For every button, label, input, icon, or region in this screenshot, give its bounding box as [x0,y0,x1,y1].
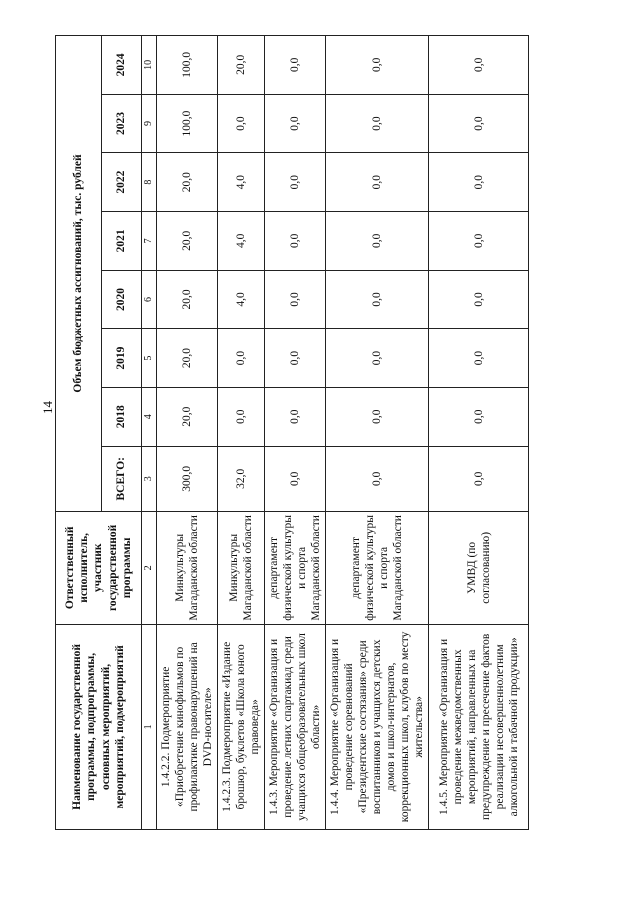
header-funding-group: Объем бюджетных ассигнований, тыс. рублей [56,36,102,512]
row-value: 0,0 [265,153,326,212]
page-number: 14 [40,401,55,414]
header-year: 2018 [102,387,142,446]
row-value: 20,0 [218,36,265,95]
row-value: 0,0 [429,387,529,446]
row-value: 20,0 [157,153,218,212]
row-value: 0,0 [326,387,429,446]
row-value: 300,0 [157,446,218,511]
row-value: 20,0 [157,329,218,388]
col-number: 8 [142,153,157,212]
col-number: 3 [142,446,157,511]
header-year: 2019 [102,329,142,388]
row-value: 4,0 [218,153,265,212]
col-number: 4 [142,387,157,446]
row-value: 0,0 [326,153,429,212]
row-value: 0,0 [326,36,429,95]
row-name: 1.4.4. Мероприятие «Организация и проведение соревнований «Президентские состязания» среди воспитанников и учащихся детских домов и школ-интернатов, коррекционных школ, клубов по месту жительства» [326,624,429,829]
row-executor: департамент физической культуры и спорта Магаданской области [265,511,326,624]
row-value: 0,0 [326,270,429,329]
rotated-table-container [55,35,640,830]
table-row [265,36,326,830]
row-value: 0,0 [429,270,529,329]
row-name: 1.4.2.3. Подмероприятие «Издание брошюр, буклетов «Школа юного правоведа» [218,624,265,829]
table-row [218,36,265,830]
row-value: 100,0 [157,94,218,153]
row-value: 4,0 [218,270,265,329]
table-row [429,36,529,830]
row-executor: Минкультуры Магаданской области [157,511,218,624]
row-value: 0,0 [218,94,265,153]
header-name-col: Наименование государственной программы, подпрограммы, основных мероприятий, мероприятий, подмероприятий [56,624,142,829]
table-row [157,36,218,830]
header-year: 2020 [102,270,142,329]
row-value: 0,0 [429,211,529,270]
row-value: 0,0 [429,94,529,153]
row-executor: УМВД (по согласованию) [429,511,529,624]
col-number: 10 [142,36,157,95]
row-value: 0,0 [218,329,265,388]
row-value: 0,0 [429,329,529,388]
row-value: 32,0 [218,446,265,511]
row-value: 100,0 [157,36,218,95]
row-name: 1.4.3. Мероприятие «Организация и проведение летних спартакиад среди учащихся общеобразовательных школ области» [265,624,326,829]
row-value: 0,0 [326,329,429,388]
row-value: 0,0 [265,387,326,446]
row-value: 0,0 [326,211,429,270]
row-value: 0,0 [265,329,326,388]
col-number: 1 [142,624,157,829]
col-number: 7 [142,211,157,270]
row-executor: департамент физической культуры и спорта Магаданской области [326,511,429,624]
header-year: 2024 [102,36,142,95]
row-value: 20,0 [157,387,218,446]
row-name: 1.4.5. Мероприятие «Организация и проведение межведомственных мероприятий, направленных на предупреждение и пресечение фактов реализации несовершеннолетним алкогольной и табачной продукции» [429,624,529,829]
row-value: 20,0 [157,270,218,329]
col-number: 5 [142,329,157,388]
row-value: 0,0 [265,36,326,95]
table-row [326,36,429,830]
row-value: 0,0 [265,94,326,153]
row-value: 0,0 [429,36,529,95]
header-executor-col: Ответственный исполнитель, участник государственной программы [56,511,142,624]
header-year: 2021 [102,211,142,270]
row-value: 0,0 [429,153,529,212]
row-value: 0,0 [265,446,326,511]
col-number: 9 [142,94,157,153]
row-executor: Минкультуры Магаданской области [218,511,265,624]
row-value: 0,0 [265,270,326,329]
row-value: 0,0 [326,94,429,153]
row-value: 0,0 [265,211,326,270]
row-value: 4,0 [218,211,265,270]
col-number: 6 [142,270,157,329]
row-value: 20,0 [157,211,218,270]
header-total: ВСЕГО: [102,446,142,511]
row-value: 0,0 [326,446,429,511]
row-value: 0,0 [218,387,265,446]
col-number: 2 [142,511,157,624]
budget-table [55,35,529,830]
header-year: 2022 [102,153,142,212]
header-year: 2023 [102,94,142,153]
row-value: 0,0 [429,446,529,511]
row-name: 1.4.2.2. Подмероприятие «Приобретение кинофильмов по профилактике правонарушений на DVD-носителе» [157,624,218,829]
